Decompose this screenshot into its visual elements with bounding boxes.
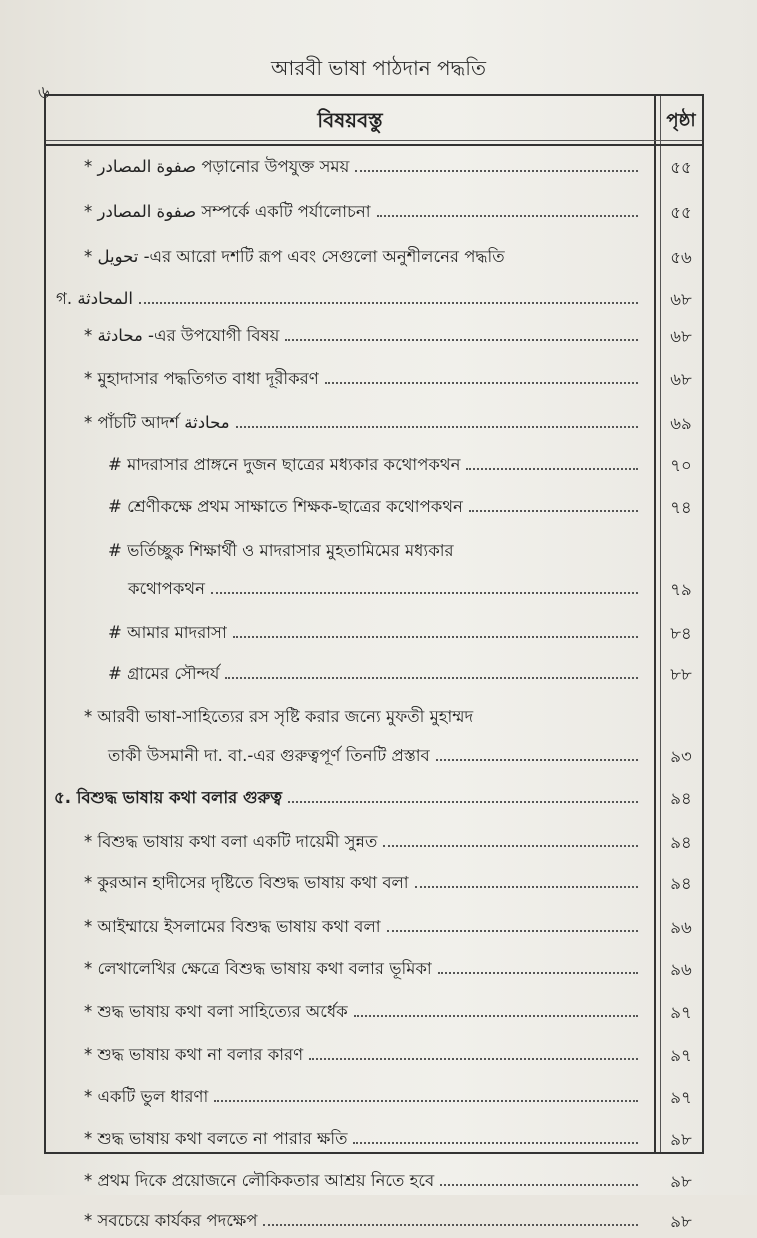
leader-dots <box>438 972 638 974</box>
leader-dots <box>436 759 638 761</box>
toc-row <box>46 238 702 274</box>
leader-dots <box>225 677 638 679</box>
toc-page-number: ৮৪ <box>670 624 692 643</box>
leader-dots <box>469 510 638 512</box>
leader-dots <box>355 170 638 172</box>
toc-page-number: ৯৬ <box>670 918 692 937</box>
toc-page-number: ৬৯ <box>670 414 692 433</box>
leader-dots <box>440 1184 638 1186</box>
toc-row <box>46 908 702 944</box>
leader-dots <box>383 845 638 847</box>
toc-entry-text: * প্রথম দিকে প্রয়োজনে লৌকিকতার আশ্রয় নিতে হবে <box>84 1171 435 1190</box>
toc-entry-text: * আরবী ভাষা-সাহিত্যের রস সৃষ্টি করার জন্যে মুফতী মুহাম্মদ <box>84 707 474 726</box>
toc-row <box>46 1120 702 1156</box>
toc-entry <box>84 704 642 731</box>
toc-page-number: ৬৮ <box>670 290 692 309</box>
toc-page-number: ৯৮ <box>670 1130 692 1149</box>
toc-entry <box>84 956 642 983</box>
toc-entry-text: গ. المحادثة <box>56 289 133 308</box>
toc-row <box>46 698 702 734</box>
toc-page-number: ৯৭ <box>670 1088 692 1107</box>
toc-row <box>46 614 702 650</box>
toc-page-number: ৮৮ <box>670 665 692 684</box>
leader-dots <box>353 1142 638 1144</box>
toc-entry <box>84 1126 642 1153</box>
toc-entry <box>108 452 642 479</box>
toc-entry <box>108 538 642 565</box>
toc-entry-text: * আইম্মায়ে ইসলামের বিশুদ্ধ ভাষায় কথা বলা <box>84 917 381 936</box>
leader-dots <box>325 382 638 384</box>
leader-dots <box>377 215 638 217</box>
toc-row <box>46 404 702 440</box>
running-title: আরবী ভাষা পাঠদান পদ্ধতি <box>270 56 487 80</box>
toc-page-number: ৯৪ <box>670 874 692 893</box>
toc-entry-text: * মুহাদাসার পদ্ধতিগত বাধা দূরীকরণ <box>84 369 319 388</box>
toc-row <box>46 655 702 691</box>
toc-row <box>46 823 702 859</box>
toc-page-number: ৫৬ <box>670 248 692 267</box>
toc-row <box>46 360 702 396</box>
toc-entry-text: কথোপকথন <box>128 579 205 598</box>
leader-dots <box>387 930 638 932</box>
toc-row <box>46 446 702 482</box>
toc-entry <box>108 661 642 688</box>
toc-entry-text: # শ্রেণীকক্ষে প্রথম সাক্ষাতে শিক্ষক-ছাত্রের কথোপকথন <box>108 497 463 516</box>
toc-entry <box>108 494 642 521</box>
toc-page-number: ৯৭ <box>670 1046 692 1065</box>
toc-entry-text: * تحويل -এর আরো দশটি রূপ এবং সেগুলো অনুশীলনের পদ্ধতি <box>84 247 505 266</box>
toc-row <box>46 193 702 229</box>
toc-entry-text: * বিশুদ্ধ ভাষায় কথা বলা একটি দায়েমী সুন্নত <box>84 832 378 851</box>
toc-entry <box>56 286 642 313</box>
toc-entry <box>108 743 642 770</box>
leader-dots <box>263 1224 638 1226</box>
leader-dots <box>214 1100 638 1102</box>
leader-dots <box>415 886 638 888</box>
leader-dots <box>139 302 638 304</box>
toc-page-number: ৯৪ <box>670 789 692 808</box>
toc-page-number: ৫৫ <box>670 158 692 177</box>
toc-entry <box>84 199 642 226</box>
toc-entry-text: * صفوة المصادر সম্পর্কে একটি পর্যালোচনা <box>84 202 371 221</box>
toc-entry <box>84 244 642 271</box>
page-number: ৬ <box>38 82 50 103</box>
toc-row <box>46 280 702 316</box>
toc-row <box>46 1078 702 1114</box>
toc-entry-text: # আমার মাদরাসা <box>108 623 227 642</box>
toc-page-number: ৯৭ <box>670 1003 692 1022</box>
toc-page-number: ৭৯ <box>670 580 692 599</box>
toc-row <box>46 864 702 900</box>
toc-page-number: ৬৮ <box>670 370 692 389</box>
leader-dots <box>285 339 638 341</box>
toc-page-number: ৯৮ <box>670 1212 692 1231</box>
toc-entry-text: * শুদ্ধ ভাষায় কথা বলতে না পারার ক্ষতি <box>84 1129 348 1148</box>
toc-entry-text: * সবচেয়ে কার্যকর পদক্ষেপ <box>84 1211 258 1230</box>
page-column-header: পৃষ্ঠা <box>666 110 696 131</box>
toc-entry-text: # গ্রামের সৌন্দর্য <box>108 664 220 683</box>
leader-dots <box>466 468 638 470</box>
toc-row <box>46 532 702 568</box>
toc-entry-text: * শুদ্ধ ভাষায় কথা না বলার কারণ <box>84 1045 304 1064</box>
toc-entry <box>84 914 642 941</box>
toc-row <box>46 950 702 986</box>
leader-dots <box>354 1015 638 1017</box>
leader-dots <box>233 636 638 638</box>
toc-entry <box>108 620 642 647</box>
toc-page-number: ৯৮ <box>670 1172 692 1191</box>
leader-dots <box>309 1058 638 1060</box>
toc-row <box>46 488 702 524</box>
toc-page-number: ৭০ <box>670 456 692 475</box>
toc-entry <box>84 410 642 437</box>
toc-page-number: ৯৪ <box>670 833 692 852</box>
toc-entry-text: * পাঁচটি আদর্শ محادثة <box>84 413 230 432</box>
toc-entry <box>128 576 642 603</box>
toc-row <box>46 1036 702 1072</box>
toc-entry-text: * শুদ্ধ ভাষায় কথা বলা সাহিত্যের অর্ধেক <box>84 1002 348 1021</box>
toc-entry-text: * صفوة المصادر পড়ানোর উপযুক্ত সময় <box>84 157 350 176</box>
toc-row <box>46 148 702 184</box>
toc-page-number: ৯৬ <box>670 960 692 979</box>
toc-entry <box>84 999 642 1026</box>
toc-row <box>46 570 702 606</box>
toc-entry <box>84 366 642 393</box>
toc-entry-text: ৫. বিশুদ্ধ ভাষায় কথা বলার গুরুত্ব <box>54 788 282 807</box>
toc-entry-text: * একটি ভুল ধারণা <box>84 1087 209 1106</box>
leader-dots <box>288 801 638 803</box>
toc-entry-text: * লেখালেখির ক্ষেত্রে বিশুদ্ধ ভাষায় কথা বলার ভূমিকা <box>84 959 432 978</box>
toc-page-number: ৯৩ <box>670 747 692 766</box>
toc-row <box>46 779 702 815</box>
toc-entry <box>54 785 642 812</box>
toc-row <box>46 737 702 773</box>
toc-entry <box>84 1208 642 1235</box>
toc-entry-text: * কুরআন হাদীসের দৃষ্টিতে বিশুদ্ধ ভাষায় কথা বলা <box>84 873 409 892</box>
toc-row <box>46 1162 702 1198</box>
toc-entry <box>84 154 642 181</box>
toc-entry-text: # ভর্তিচ্ছুক শিক্ষার্থী ও মাদরাসার মুহতামিমের মধ্যকার <box>108 541 454 560</box>
toc-page-number: ৭৪ <box>670 498 692 517</box>
toc-entry-text: তাকী উসমানী দা. বা.-এর গুরুত্বপূর্ণ তিনটি প্রস্তাব <box>108 746 430 765</box>
toc-entry <box>84 829 642 856</box>
toc-entry <box>84 323 642 350</box>
toc-row <box>46 317 702 353</box>
toc-entry <box>84 1084 642 1111</box>
leader-dots <box>211 592 638 594</box>
subject-column-header: বিষয়বস্তু <box>317 108 383 132</box>
toc-row <box>46 1202 702 1238</box>
toc-row <box>46 993 702 1029</box>
contents-table <box>44 94 704 1231</box>
toc-page-number: ৬৮ <box>670 327 692 346</box>
toc-entry-text: * محادثة -এর উপযোগী বিষয় <box>84 326 280 345</box>
toc-entry-text: # মাদরাসার প্রাঙ্গনে দুজন ছাত্রের মধ্যকার কথোপকথন <box>108 455 461 474</box>
toc-page-number: ৫৫ <box>670 203 692 222</box>
leader-dots <box>236 426 638 428</box>
toc-entry <box>84 870 642 897</box>
toc-entry <box>84 1168 642 1195</box>
toc-entry <box>84 1042 642 1069</box>
table-header <box>46 96 702 146</box>
